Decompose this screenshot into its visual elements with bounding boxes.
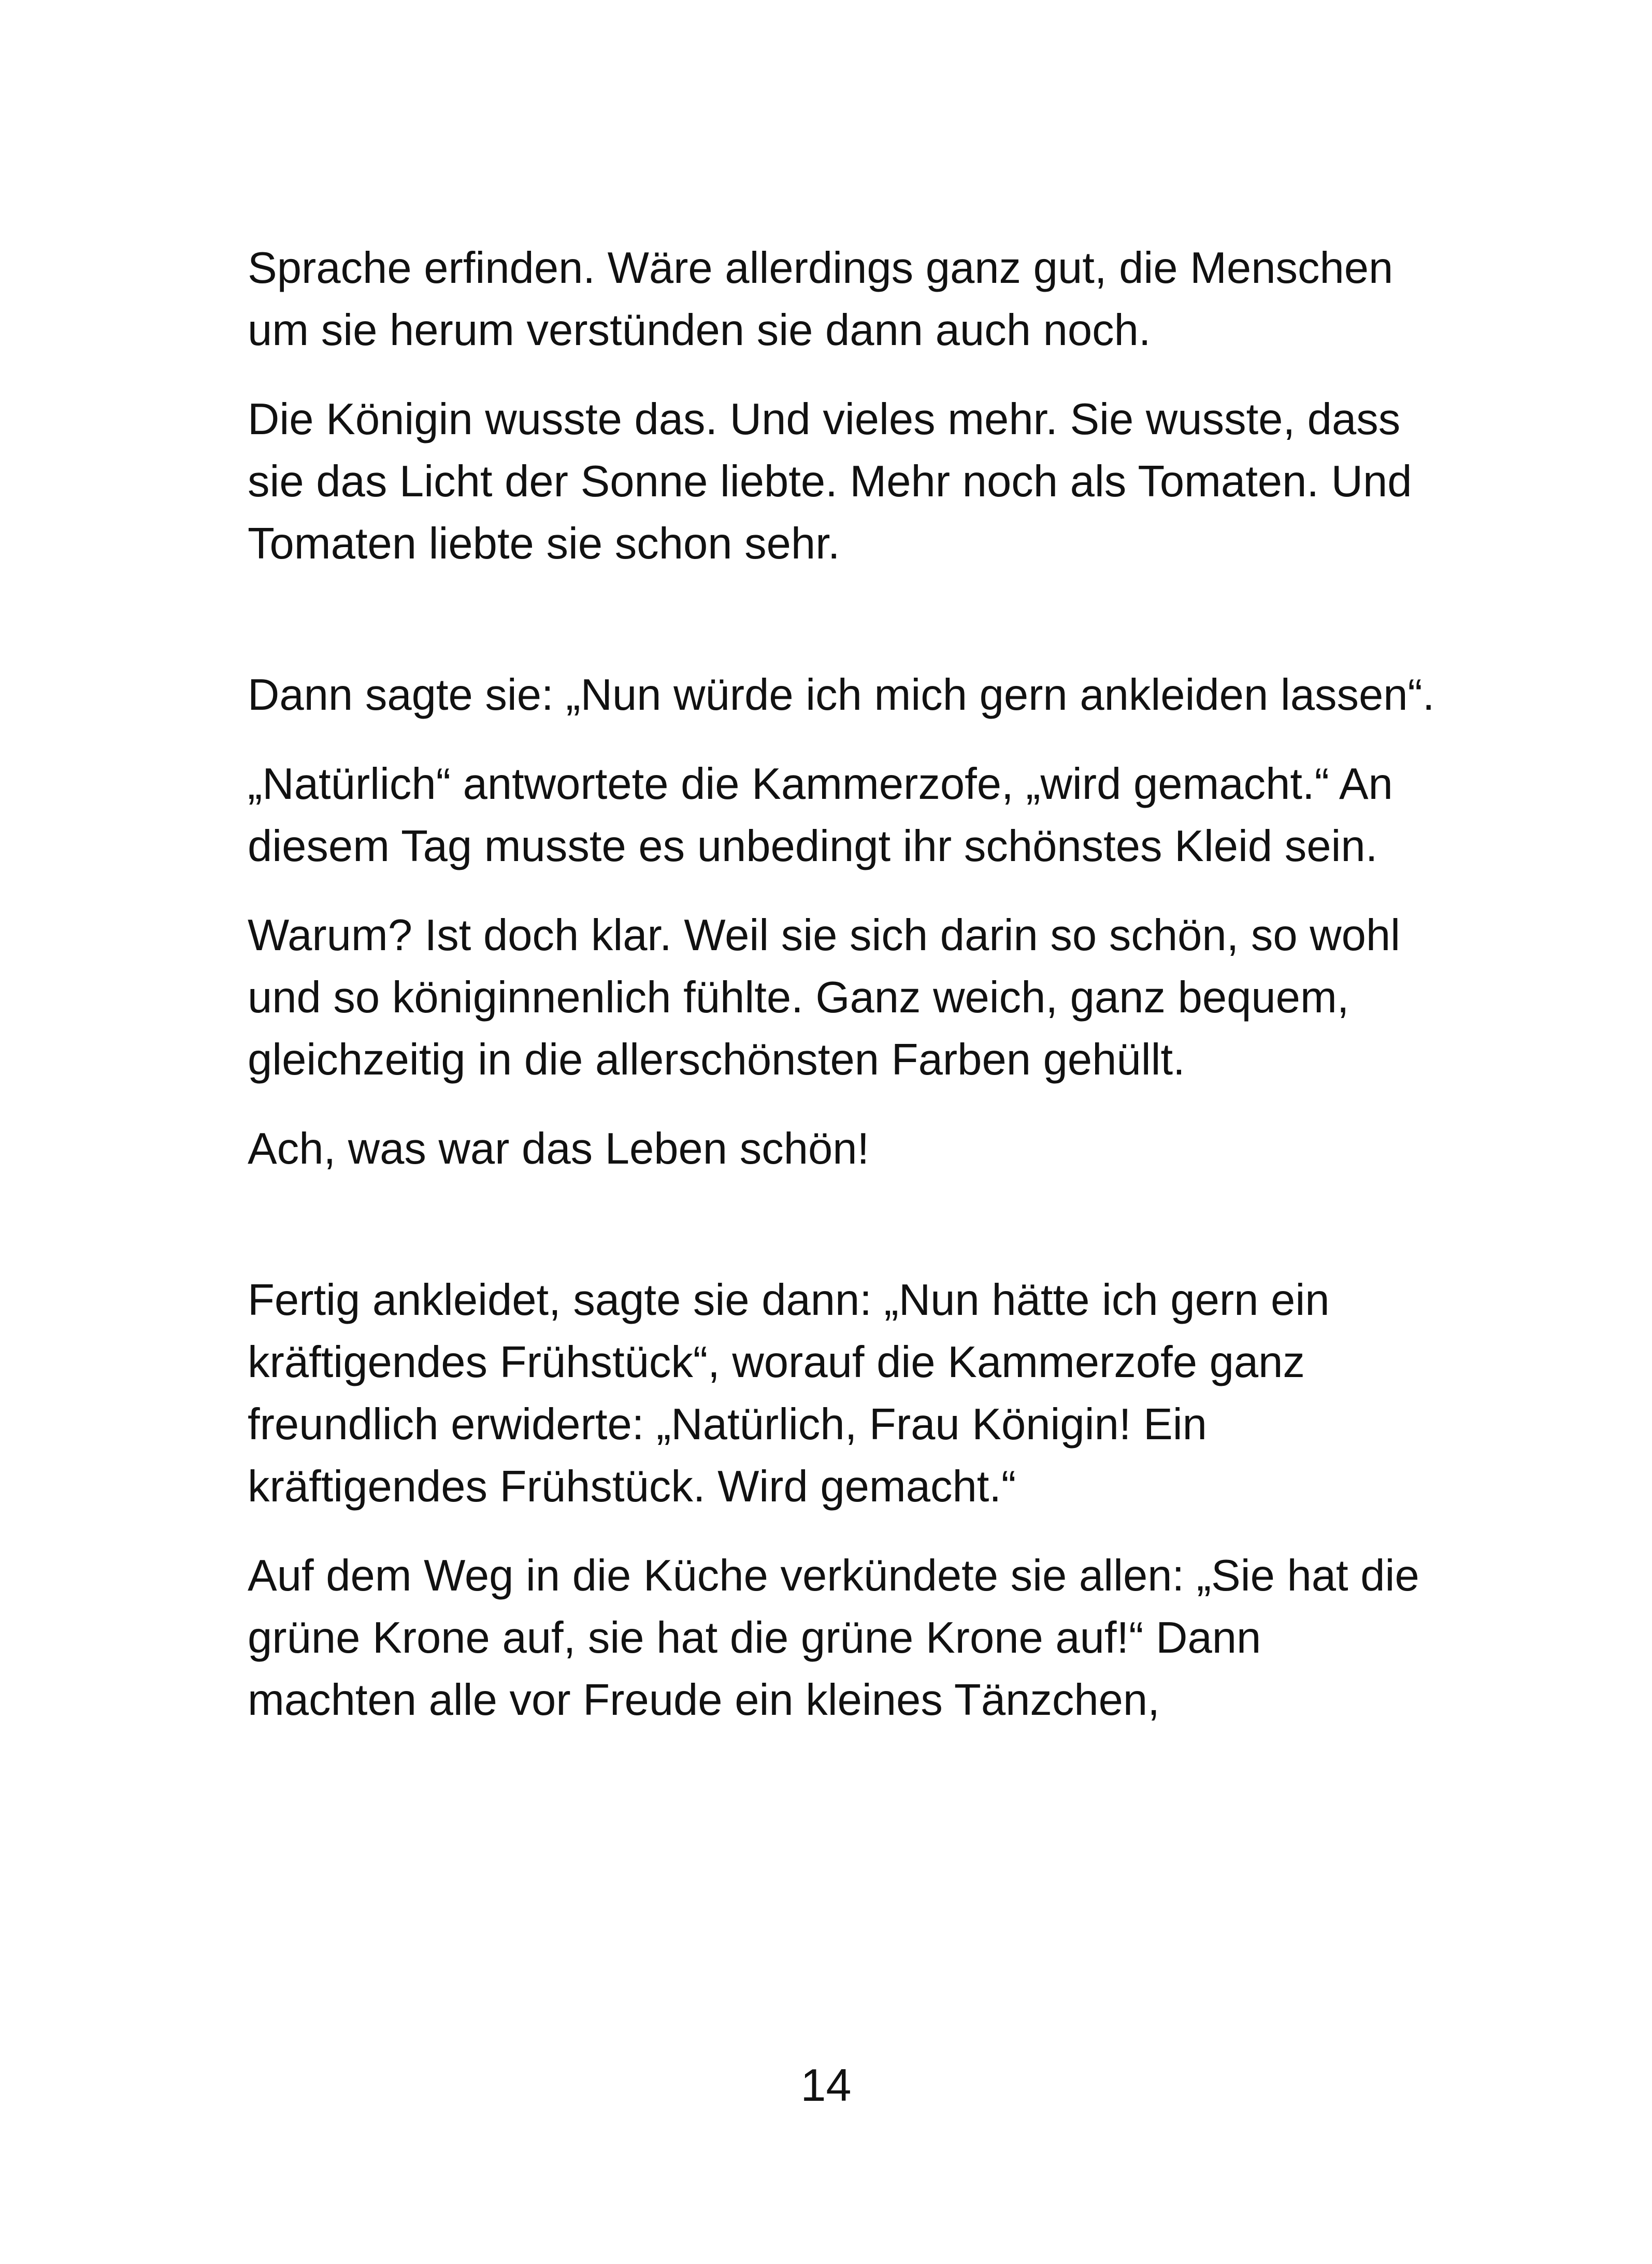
page-number: 14 [800, 2059, 852, 2111]
paragraph: Die Königin wusste das. Und vieles mehr. Sie wusste, dass sie das Licht der Sonne liebte. Mehr noch als Tomaten. Und Tomaten liebte sie schon sehr. [248, 395, 1412, 568]
paragraph: Sprache erfinden. Wäre allerdings ganz gut, die Menschen um sie herum verstünden sie dann auch noch. [248, 243, 1394, 355]
paragraph: Auf dem Weg in die Küche verkündete sie allen: „Sie hat die grüne Krone auf, sie hat die grüne Krone auf!“ Dann machten alle vor Freude ein kleines Tänzchen, [248, 1551, 1419, 1725]
paragraph: „Natürlich“ antwortete die Kammerzofe, „wird gemacht.“ An diesem Tag musste es unbedingt ihr schönstes Kleid sein. [248, 760, 1393, 871]
paragraph: Fertig ankleidet, sagte sie dann: „Nun hätte ich gern ein kräftigendes Frühstück“, worauf die Kammerzofe ganz freundlich erwiderte: „Natürlich, Frau Königin! Ein kräftigendes Frühstück. Wird gemacht.“ [248, 1276, 1330, 1511]
body-text [248, 237, 1439, 1758]
paragraph: Dann sagte sie: „Nun würde ich mich gern ankleiden lassen“. [248, 670, 1435, 720]
paragraph: Ach, was war das Leben schön! [248, 1124, 870, 1173]
paragraph: Warum? Ist doch klar. Weil sie sich darin so schön, so wohl und so königinnenlich fühlte. Ganz weich, ganz bequem, gleichzeitig in die allerschönsten Farben gehüllt. [248, 911, 1401, 1084]
